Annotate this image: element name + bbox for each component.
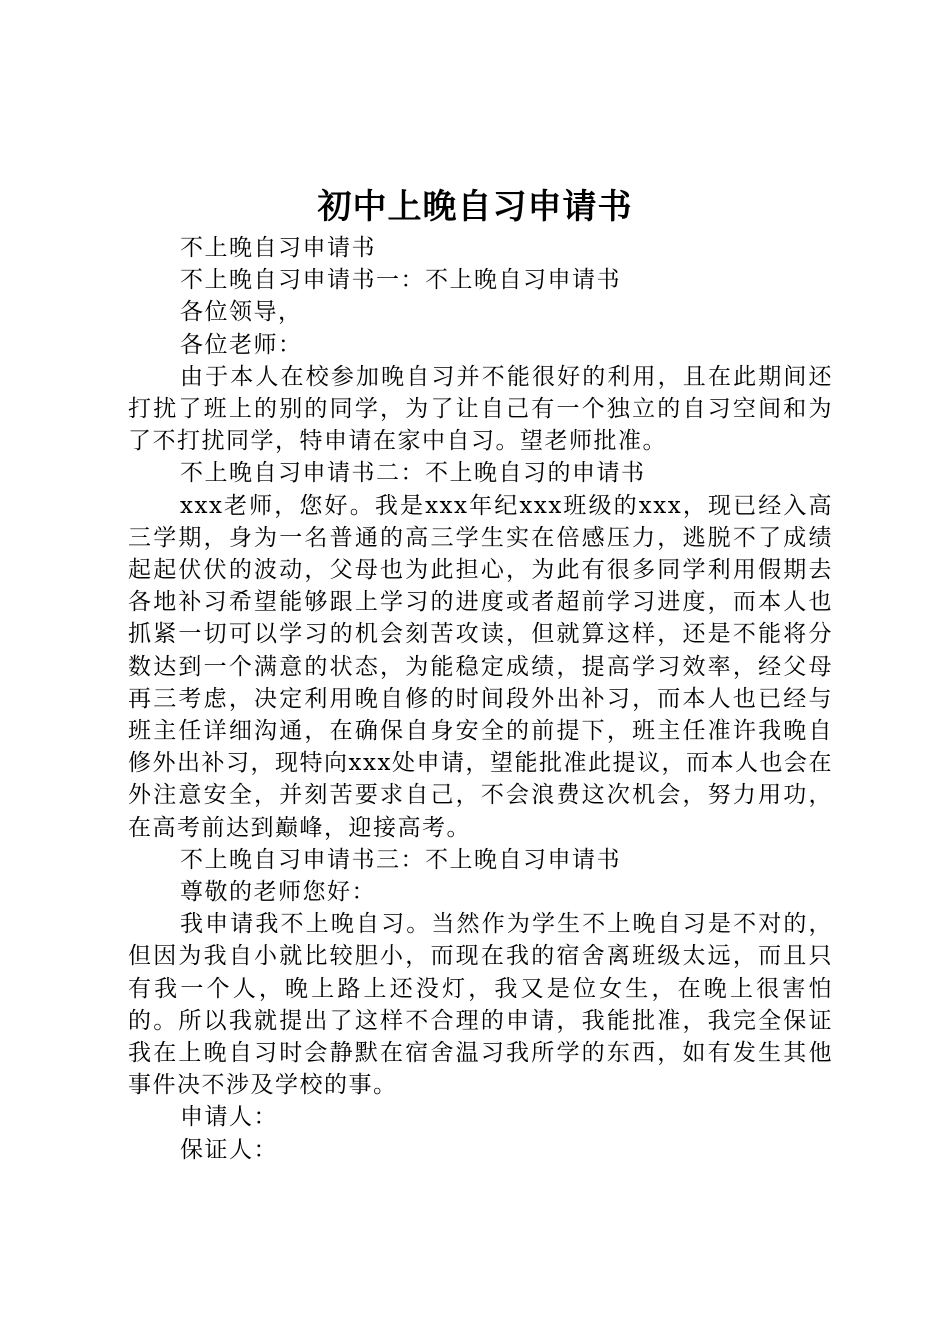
paragraph-applicant: 申请人： [180,1104,278,1131]
paragraph-heading: 不上晚自习申请书 [180,235,376,261]
document-body [128,232,833,1166]
paragraph-section-three-body: 我申请我不上晚自习。当然作为学生不上晚自习是不对的，但因为我自小就比较胆小，而现在我的宿舍离班级太远，而且只有我一个人，晚上路上还没灯，我又是位女生，在晚上很害怕的。所以我就提出了这样不合理的申请，我能批准，我完全保证我在上晚自习时会静默在宿舍温习我所学的东西，如有发生其他事件决不涉及学校的事。 [128,911,833,1099]
paragraph-section-one-title: 不上晚自习申请书一：不上晚自习申请书 [180,267,621,294]
document-title: 初中上晚自习申请书 [317,187,633,227]
paragraph-guarantor: 保证人： [180,1136,278,1163]
paragraph-section-two-title: 不上晚自习申请书二：不上晚自习的申请书 [180,460,646,487]
paragraph-salutation-leaders: 各位领导， [180,299,303,326]
paragraph-section-three-title: 不上晚自习申请书三：不上晚自习申请书 [180,846,621,873]
paragraph-section-one-body: 由于本人在校参加晚自习并不能很好的利用，且在此期间还打扰了班上的别的同学，为了让自己有一个独立的自习空间和为了不打扰同学，特申请在家中自习。望老师批准。 [128,363,833,455]
paragraph-section-two-body: xxx老师，您好。我是xxx年纪xxx班级的xxx，现已经入高三学期，身为一名普通的高三学生实在倍感压力，逃脱不了成绩起起伏伏的波动，父母也为此担心，为此有很多同学利用假期去各地补习希望能够跟上学习的进度或者超前学习进度，而本人也抓紧一切可以学习的机会刻苦攻读，但就算这样，还是不能将分数达到一个满意的状态，为能稳定成绩，提高学习效率，经父母再三考虑，决定利用晚自修的时间段外出补习，而本人也已经与班主任详细沟通，在确保自身安全的前提下，班主任准许我晚自修外出补习，现特向xxx处申请，望能批准此提议，而本人也会在外注意安全，并刻苦要求自己，不会浪费这次机会，努力用功，在高考前达到巅峰，迎接高考。 [128,492,833,841]
paragraph-salutation-teachers: 各位老师： [180,331,303,358]
paragraph-section-three-salutation: 尊敬的老师您好： [180,879,376,906]
